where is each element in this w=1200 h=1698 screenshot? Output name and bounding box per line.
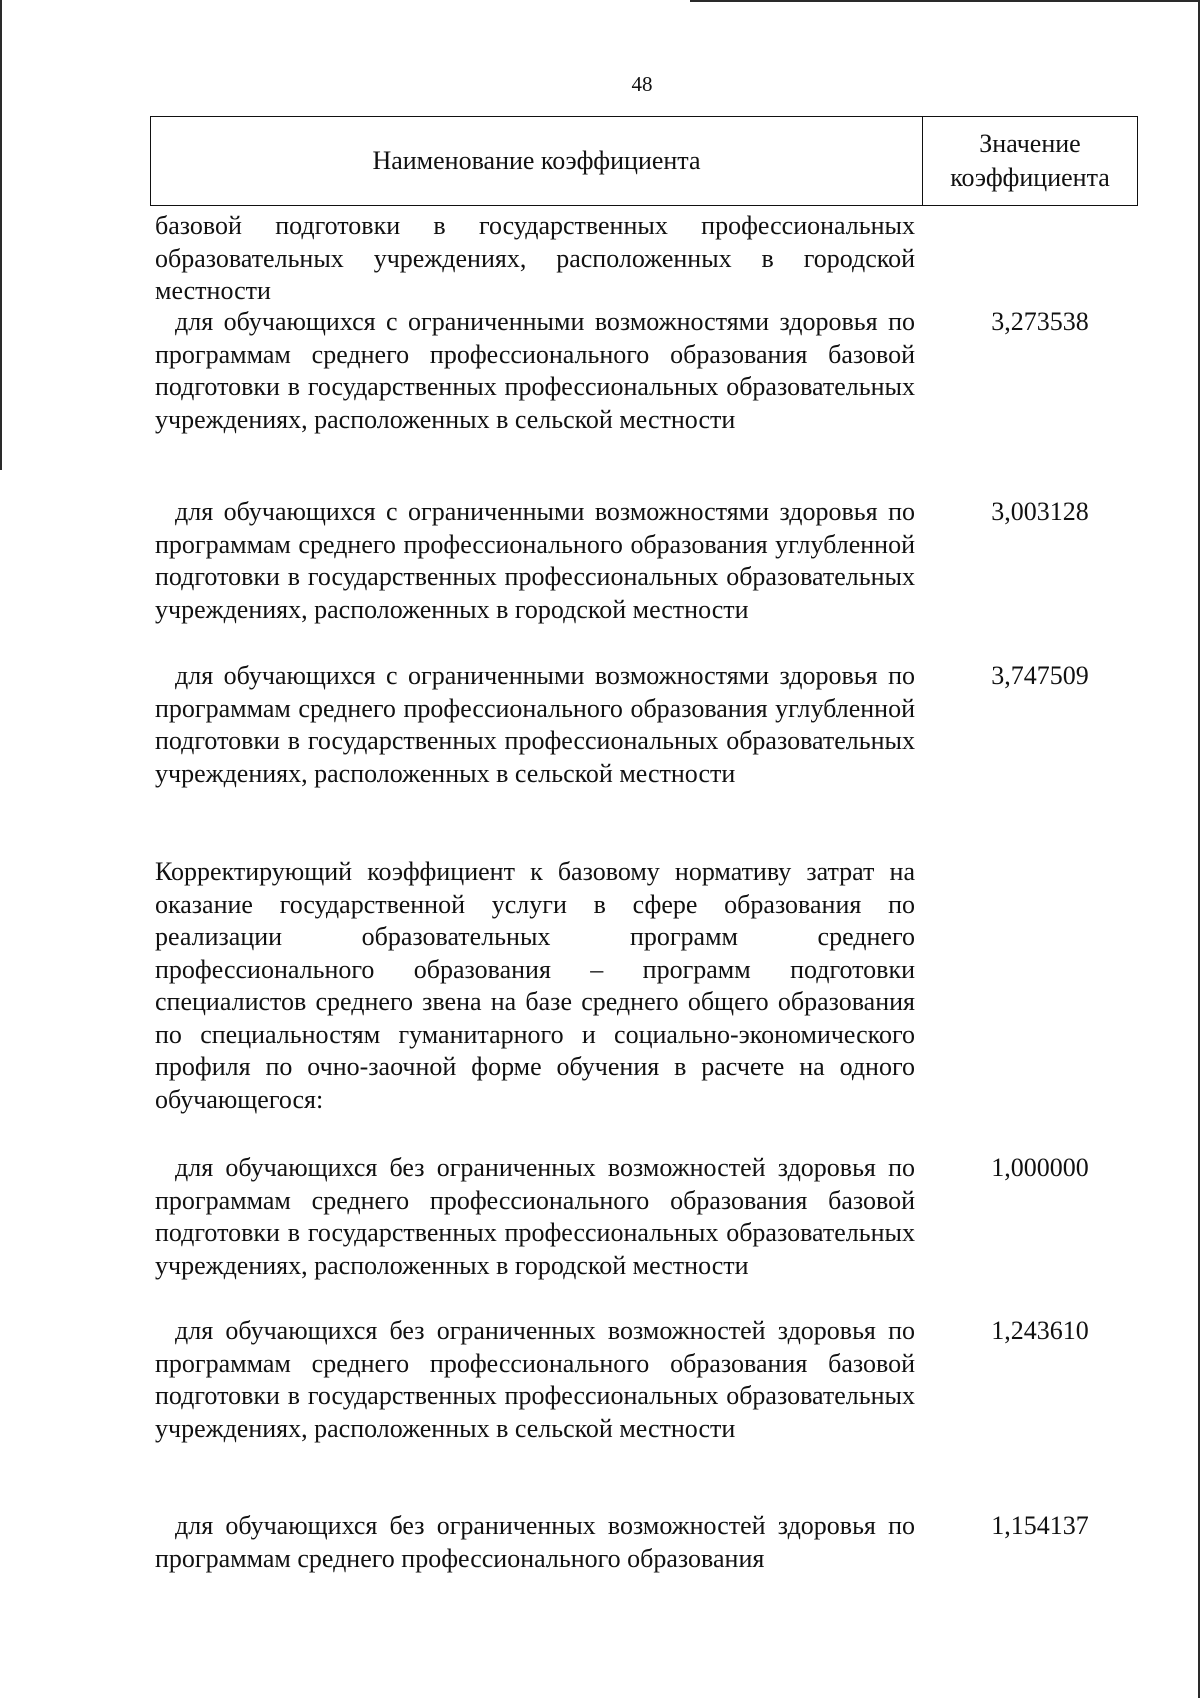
- table-row: [155, 1510, 1155, 1575]
- coefficient-description: для обучающихся без ограниченных возможностей здоровья по программам среднего профессионального образования: [155, 1511, 915, 1573]
- table-row: [155, 660, 1155, 790]
- coefficient-value: 3,273538: [991, 307, 1089, 336]
- table-row: [155, 1152, 1155, 1282]
- table-row: [155, 1315, 1155, 1445]
- coefficient-value: 1,000000: [991, 1153, 1089, 1182]
- coefficient-value: 3,747509: [991, 661, 1089, 690]
- table-header: [150, 116, 1138, 206]
- coefficient-value: 1,154137: [991, 1511, 1089, 1540]
- table-row: [155, 496, 1155, 626]
- page-number: 48: [631, 72, 653, 96]
- coefficient-section-heading: Корректирующий коэффициент к базовому нормативу затрат на оказание государственной услуги в сфере образования по реализации образовательных программ среднего профессионального образования – программ подготовки специалистов среднего звена на базе среднего общего образования по специальностям гуманитарного и социально-экономического профиля по очно-заочной форме обучения в расчете на одного обучающегося:: [155, 857, 915, 1114]
- coefficient-description: для обучающихся с ограниченными возможностями здоровья по программам среднего профессионального образования углубленной подготовки в государственных профессиональных образовательных учреждениях, расположенных в городской местности: [155, 497, 915, 624]
- coefficient-description: для обучающихся с ограниченными возможностями здоровья по программам среднего профессионального образования базовой подготовки в государственных профессиональных образовательных учреждениях, расположенных в сельской местности: [155, 307, 915, 434]
- table-row: [155, 210, 1155, 308]
- column-header-name: Наименование коэффициента: [151, 117, 923, 205]
- scan-border-top: [690, 0, 1200, 2]
- coefficient-description: для обучающихся с ограниченными возможностями здоровья по программам среднего профессионального образования углубленной подготовки в государственных профессиональных образовательных учреждениях, расположенных в сельской местности: [155, 661, 915, 788]
- coefficient-description: для обучающихся без ограниченных возможностей здоровья по программам среднего профессионального образования базовой подготовки в государственных профессиональных образовательных учреждениях, расположенных в сельской местности: [155, 1316, 915, 1443]
- coefficient-description: для обучающихся без ограниченных возможностей здоровья по программам среднего профессионального образования базовой подготовки в государственных профессиональных образовательных учреждениях, расположенных в городской местности: [155, 1153, 915, 1280]
- coefficient-description: базовой подготовки в государственных профессиональных образовательных учреждениях, расположенных в городской местности: [155, 211, 915, 305]
- coefficient-value: 1,243610: [991, 1316, 1089, 1345]
- coefficient-value: 3,003128: [991, 497, 1089, 526]
- column-header-value: Значение коэффициента: [950, 129, 1110, 192]
- table-row: [155, 306, 1155, 436]
- scan-border-left: [0, 0, 2, 470]
- table-row: [155, 856, 1155, 1116]
